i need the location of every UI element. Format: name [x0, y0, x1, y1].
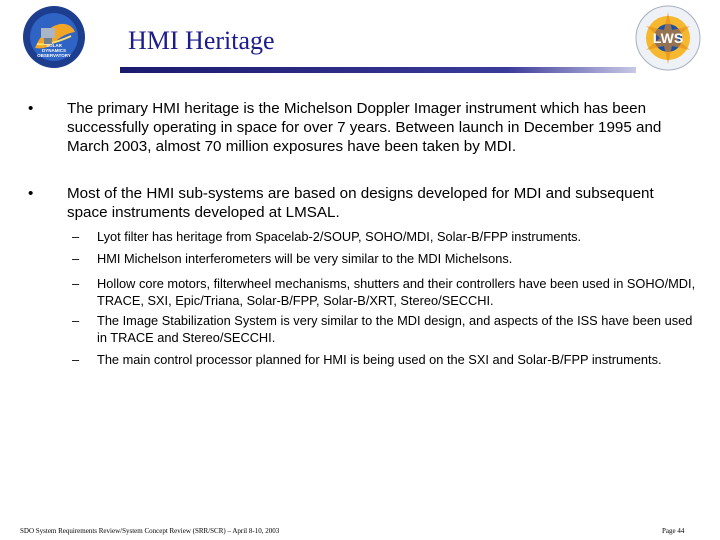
bullet-text: The primary HMI heritage is the Michelson Doppler Imager instrument which has been successfully operating in space for over 7 years. Between launch in December 1995 and March 2003, almost 70 million exposures have been taken by MDI.: [67, 100, 662, 155]
bullet-marker: •: [28, 100, 34, 117]
living-with-a-star-lws-logo-icon: [628, 2, 708, 74]
svg-text:SOLAR: SOLAR: [46, 43, 62, 48]
svg-text:LWS: LWS: [652, 30, 684, 46]
sub-item-text: HMI Michelson interferometers will be very similar to the MDI Michelsons.: [97, 251, 513, 266]
bullet-text: Most of the HMI sub-systems are based on designs developed for MDI and subsequent space instruments developed at LMSAL.: [67, 185, 654, 221]
page-title: HMI Heritage: [128, 26, 275, 55]
title-underline: [120, 67, 636, 73]
sub-item-marker: –: [72, 313, 80, 328]
solar-dynamics-observatory-logo-icon: [13, 4, 95, 70]
sub-item-marker: –: [72, 276, 80, 291]
sub-item-marker: –: [72, 352, 80, 367]
svg-text:OBSERVATORY: OBSERVATORY: [37, 53, 71, 58]
footer-review-name: SDO System Requirements Review/System Concept Review (SRR/SCR) – April 8-10, 2003: [20, 527, 280, 535]
sub-item-text: The main control processor planned for HMI is being used on the SXI and Solar-B/FPP instruments.: [97, 352, 662, 367]
svg-text:DYNAMICS: DYNAMICS: [41, 48, 67, 53]
footer-page-number: Page 44: [662, 527, 685, 535]
bullet-marker: •: [28, 185, 34, 202]
sub-item-marker: –: [72, 229, 80, 244]
sub-item-text: Hollow core motors, filterwheel mechanisms, shutters and their controllers have been used in SOHO/MDI, TRACE, SXI, Epic/Triana, Solar-B/FPP, Solar-B/XRT, Stereo/SECCHI.: [97, 276, 696, 308]
sub-item-text: Lyot filter has heritage from Spacelab-2/SOUP, SOHO/MDI, Solar-B/FPP instruments.: [97, 229, 582, 244]
sub-item-text: The Image Stabilization System is very similar to the MDI design, and aspects of the ISS have been used in TRACE and Stereo/SECCHI.: [97, 313, 693, 345]
sub-item-marker: –: [72, 251, 80, 266]
